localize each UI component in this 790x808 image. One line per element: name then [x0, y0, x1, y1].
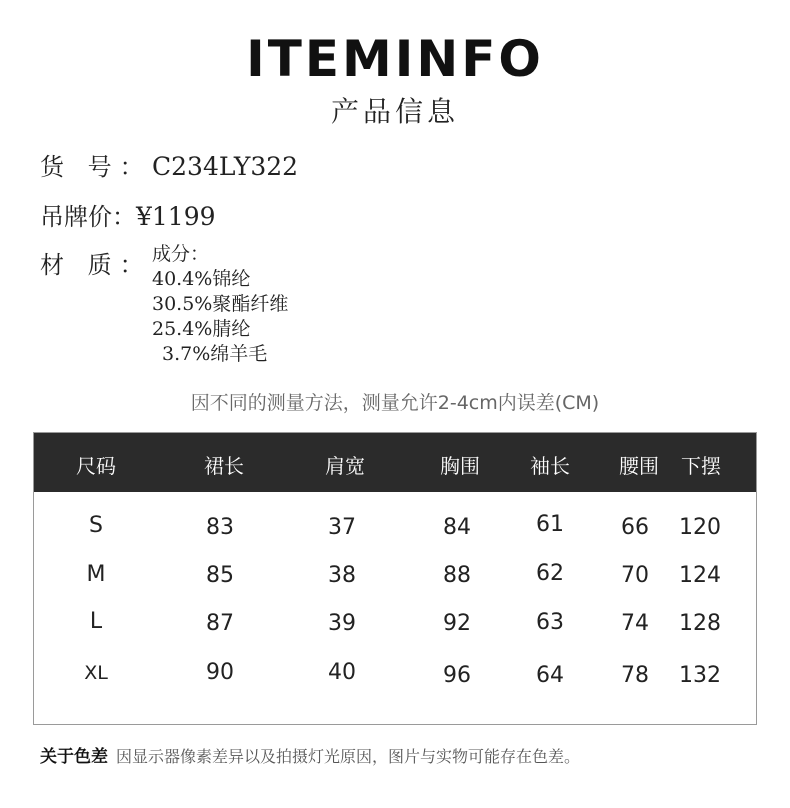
header-waist: 腰围 — [619, 454, 659, 478]
color-difference-notice — [40, 742, 580, 767]
composition-item: 30.5%聚酯纤维 — [152, 293, 289, 315]
header-size: 尺码 — [76, 454, 116, 478]
material-label: 材 质： — [40, 251, 152, 279]
measurement-note: 因不同的测量方法，测量允许2-4cm内误差(CM) — [190, 392, 600, 414]
tag-price-value: ¥1199 — [136, 202, 216, 231]
cell-waist: 78 — [621, 663, 649, 688]
composition-item: 3.7%绵羊毛 — [162, 343, 268, 365]
color-difference-label: 关于色差 — [40, 747, 108, 767]
cell-waist: 66 — [621, 515, 649, 540]
cell-shoulder: 38 — [328, 563, 356, 588]
cell-dress-length: 85 — [206, 563, 234, 588]
material-row — [40, 245, 152, 280]
material-composition — [152, 242, 288, 367]
cell-sleeve: 63 — [536, 610, 564, 635]
cell-hem: 124 — [679, 563, 721, 588]
cell-dress-length: 83 — [206, 515, 234, 540]
header-shoulder: 肩宽 — [325, 454, 365, 478]
title-english: ITEMINFO — [246, 30, 544, 88]
header-dress-length: 裙长 — [204, 454, 244, 478]
header-hem: 下摆 — [681, 454, 721, 478]
cell-hem: 128 — [679, 611, 721, 636]
cell-shoulder: 37 — [328, 515, 356, 540]
composition-heading: 成分： — [152, 243, 210, 265]
cell-bust: 96 — [443, 663, 471, 688]
cell-bust: 92 — [443, 611, 471, 636]
title-chinese: 产品信息 — [330, 95, 459, 128]
cell-bust: 84 — [443, 515, 471, 540]
cell-sleeve: 64 — [536, 663, 564, 688]
cell-dress-length: 87 — [206, 611, 234, 636]
cell-waist: 74 — [621, 611, 649, 636]
product-code-value: C234LY322 — [152, 152, 299, 181]
cell-shoulder: 39 — [328, 611, 356, 636]
header-bust: 胸围 — [440, 454, 480, 478]
cell-sleeve: 61 — [536, 512, 564, 537]
cell-waist: 70 — [621, 563, 649, 588]
size-table — [33, 432, 757, 725]
product-code-row — [40, 147, 298, 182]
cell-sleeve: 62 — [536, 561, 564, 586]
cell-size: XL — [84, 662, 108, 684]
header-sleeve: 袖长 — [530, 454, 570, 478]
color-difference-text: 因显示器像素差异以及拍摄灯光原因，图片与实物可能存在色差。 — [116, 747, 581, 766]
size-table-header — [34, 433, 756, 492]
cell-dress-length: 90 — [206, 660, 234, 685]
composition-item: 25.4%腈纶 — [152, 318, 251, 340]
cell-hem: 132 — [679, 663, 721, 688]
composition-item: 40.4%锦纶 — [152, 268, 251, 290]
cell-shoulder: 40 — [328, 660, 356, 685]
product-code-label: 货 号： — [40, 153, 152, 181]
cell-size: L — [89, 609, 103, 634]
cell-hem: 120 — [679, 515, 721, 540]
tag-price-label: 吊牌价： — [40, 203, 136, 231]
cell-size: M — [86, 562, 106, 587]
cell-size: S — [89, 513, 103, 538]
cell-bust: 88 — [443, 563, 471, 588]
tag-price-row — [40, 197, 216, 232]
